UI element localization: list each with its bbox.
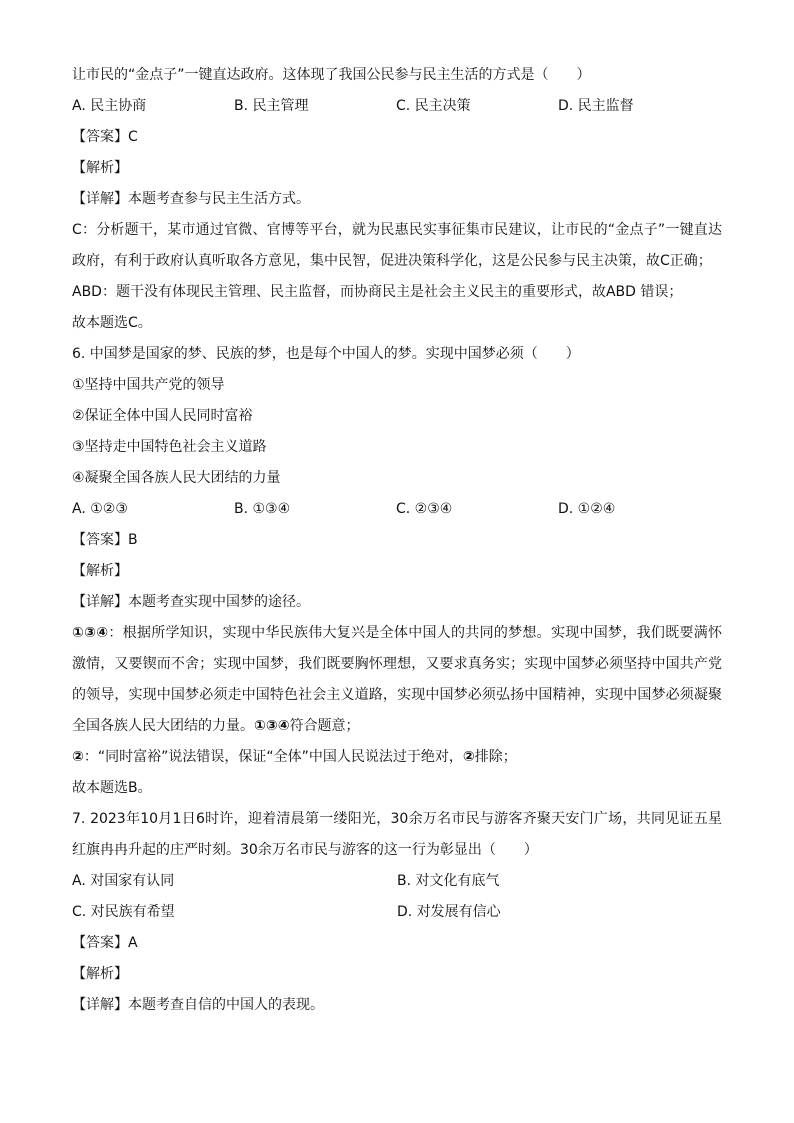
q6-item-1: ①坚持中国共产党的领导 xyxy=(72,377,225,393)
q7-detail: 【详解】本题考查自信的中国人的表现。 xyxy=(72,997,324,1013)
q5-explanation: C：分析题干，某市通过官微、官博等平台，就为民惠民实事征集市民建议，让市民的“金点子”一键直达政府，有利于政府认真听取各方意见，集中民智，促进决策科学化，这是公民参与民主决策，故C正确； xyxy=(72,222,722,269)
q5-analysis-label: 【解析】 xyxy=(72,160,128,176)
q5-option-a: A. 民主协商 xyxy=(72,98,147,114)
q6-exp1-tail: 符合题意； xyxy=(289,718,360,734)
q5-option-b: B. 民主管理 xyxy=(234,98,309,114)
q7-analysis-label: 【解析】 xyxy=(72,966,128,982)
q5-conclusion: 故本题选C。 xyxy=(72,315,152,331)
q5-explanation-2: ABD：题干没有体现民主管理、民主监督，而协商民主是社会主义民主的重要形式，故ABD 错误； xyxy=(72,284,683,300)
q6-option-b: B. ①③④ xyxy=(234,501,291,517)
exam-page xyxy=(72,60,722,1021)
q6-exp1-marks-2: ①③④ xyxy=(254,718,290,734)
q5-answer: 【答案】C xyxy=(72,129,138,145)
q6-item-2: ②保证全体中国人民同时富裕 xyxy=(72,408,253,424)
q6-conclusion: 故本题选B。 xyxy=(72,780,152,796)
q6-analysis-label: 【解析】 xyxy=(72,563,128,579)
q7-option-d: D. 对发展有信心 xyxy=(397,904,501,920)
q6-explanation-1 xyxy=(72,618,722,742)
q6-explanation-2 xyxy=(72,742,722,773)
q7-option-b: B. 对文化有底气 xyxy=(397,873,500,889)
q7-options-row-2 xyxy=(72,897,722,928)
q6-exp1-text: ：根据所学知识，实现中华民族伟大复兴是全体中国人的共同的梦想。实现中国梦，我们既要满怀激情，又要锲而不舍；实现中国梦，我们既要胸怀理想，又要求真务实；实现中国梦必须坚持中国共产党的领导，实现中国梦必须走中国特色社会主义道路，实现中国梦必须弘扬中国精神，实现中国梦必须凝聚全国各族人民大团结的力量。 xyxy=(72,625,722,734)
q7-option-c: C. 对民族有希望 xyxy=(72,904,175,920)
q7-stem: 7. 2023年10月1日6时许，迎着清晨第一缕阳光，30余万名市民与游客齐聚天安门广场，共同见证五星红旗冉冉升起的庄严时刻。30余万名市民与游客的这一行为彰显出（ ） xyxy=(72,811,722,858)
q7-options-row-1 xyxy=(72,866,722,897)
q6-answer: 【答案】B xyxy=(72,532,138,548)
q6-exp2-tail: 排除； xyxy=(474,749,517,765)
q5-options xyxy=(72,91,722,122)
q6-option-c: C. ②③④ xyxy=(396,501,453,517)
q7-answer: 【答案】A xyxy=(72,935,138,951)
q6-exp1-marks: ①③④ xyxy=(72,625,109,641)
q5-detail: 【详解】本题考查参与民主生活方式。 xyxy=(72,191,310,207)
q6-option-a: A. ①②③ xyxy=(72,501,128,517)
q6-exp2-mark-2: ② xyxy=(462,749,475,765)
q5-option-d: D. 民主监督 xyxy=(558,98,634,114)
q6-exp2-mark: ② xyxy=(72,749,84,765)
q6-exp2-text: ：“同时富裕”说法错误，保证“全体”中国人民说法过于绝对， xyxy=(83,749,463,765)
q5-stem: 让市民的“金点子”一键直达政府。这体现了我国公民参与民主生活的方式是（ ） xyxy=(72,67,591,83)
q6-options xyxy=(72,494,722,525)
q6-stem: 6. 中国梦是国家的梦、民族的梦，也是每个中国人的梦。实现中国梦必须（ ） xyxy=(72,346,580,362)
q6-detail: 【详解】本题考查实现中国梦的途径。 xyxy=(72,594,310,610)
q6-option-d: D. ①②④ xyxy=(558,501,616,517)
q7-option-a: A. 对国家有认同 xyxy=(72,873,175,889)
q6-item-3: ③坚持走中国特色社会主义道路 xyxy=(72,439,267,455)
q5-option-c: C. 民主决策 xyxy=(396,98,471,114)
q6-item-4: ④凝聚全国各族人民大团结的力量 xyxy=(72,470,281,486)
